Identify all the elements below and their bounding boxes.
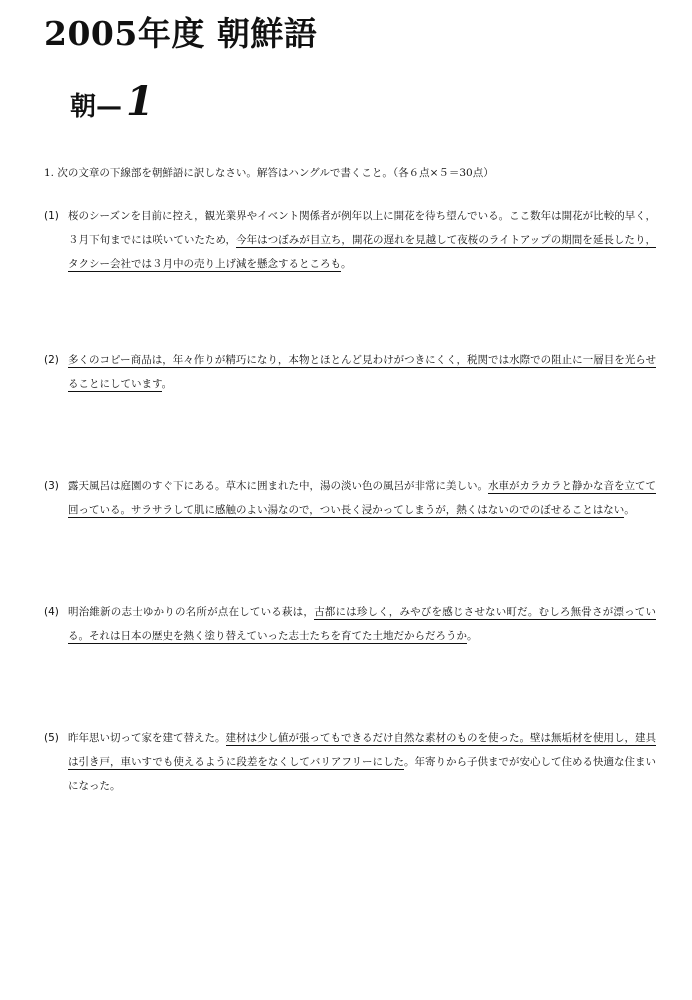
question-number: (2) [44,354,59,366]
question-plain-text: 明治維新の志士ゆかりの名所が点在している萩は， [68,606,315,618]
instruction-text: 1. 次の文章の下線部を朝鮮語に訳しなさい。解答はハングルで書くこと。（各６点×５＝30点） [44,167,494,179]
question-plain-text: 昨年思い切って家を建て替えた。 [68,732,226,744]
section-prefix: 朝— [70,92,123,122]
question-plain-text-after: 。 [161,378,173,390]
section-number: 1 [126,78,154,125]
question-body [68,726,656,798]
question-plain-text: 露天風呂は庭園のすぐ下にある。草木に囲まれた中，湯の淡い色の風呂が非常に美しい。 [68,480,488,492]
question-plain-text-after: 。 [624,504,635,516]
page-title: 2005年度 朝鮮語 [44,14,318,53]
question-4 [44,600,656,648]
question-number: (3) [44,480,59,492]
question-2 [44,348,656,396]
question-plain-text-after: 。年寄りから子供までが安心して住める快適な住まいになった。 [68,756,656,792]
question-plain-text: 桜のシーズンを目前に控え，観光業界やイベント関係者が例年以上に開花を待ち望んでいる。ここ数年は開花が比較的早く，３月下旬までには咲いていたため， [68,210,656,246]
underlined-passage: 今年はつぼみが目立ち，開花の遅れを見越して夜桜のライトアップの期間を延長したり，タクシー会社では３月中の売り上げ減を懸念するところも [68,234,656,270]
question-plain-text-after: 。 [341,258,352,270]
underlined-passage: 古都には珍しく，みやびを感じさせない町だ。むしろ無骨さが漂っている。それは日本の歴史を熱く塗り替えていった志士たちを育てた土地だからだろうか [68,606,656,642]
question-3 [44,474,656,522]
section-label [70,78,154,125]
question-number: (4) [44,606,59,618]
underlined-passage: 建材は少し値が張ってもできるだけ自然な素材のものを使った。壁は無垢材を使用し，建具は引き戸，車いすでも使えるように段差をなくしてバリアフリーにした [68,732,656,768]
question-number: (1) [44,210,59,222]
question-body [68,600,656,648]
underlined-passage: 水車がカラカラと静かな音を立てて回っている。サラサラして肌に感触のよい湯なので，つい長く浸かってしまうが，熱くはないのでのぼせることはない [68,480,656,516]
question-1 [44,204,656,276]
question-body [68,204,656,276]
question-body [68,348,656,396]
question-number: (5) [44,732,59,744]
underlined-passage: 多くのコピー商品は，年々作りが精巧になり，本物とほとんど見わけがつきにくく，税関では水際での阻止に一層目を光らせることにしています [68,354,656,390]
question-body [68,474,656,522]
question-5 [44,726,656,798]
question-plain-text-after: 。 [467,630,478,642]
